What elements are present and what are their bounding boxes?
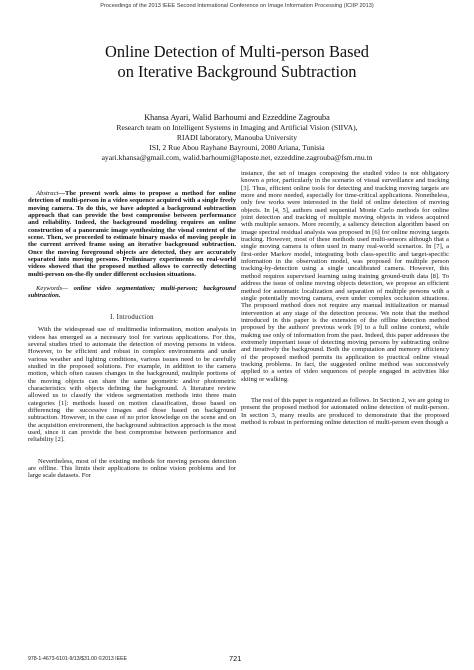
paper-title <box>20 42 454 82</box>
section-heading-introduction: I. Introduction <box>110 313 154 321</box>
keywords <box>28 285 236 300</box>
body-paragraph: Nevertheless, most of the existing methods for moving persons detection are offline. This limits their applications to online vision problems and for large scale datasets. For <box>28 457 236 480</box>
body-paragraph: instance, the set of images composing the studied video is not obligatory known a prior, particularly in the scenario of visual surveillance and tracking [3]. Thus, efficient online tools for detecting and tracking moving targets are more and more needed, especially for time-critical applications. Nonetheless, only few works were interested in the field of online detection of moving objects. In [4, 5], authors used sequential Monte Carlo methods for online joint detection and tracking of multiple moving objects in videos acquired with multiple sensors. More recently, a saliency detection algorithm based on image spectral residual analysis was proposed in [6] for online moving targets tracking. However, most of these methods used multi-sensors although that a single moving camera is often used in many real-world scenarios. In [7], a first-order Markov model, integrating both class-specific and target-specific information in the observation model, was proposed for multiple person tracking-by-detection using a single uncalibrated camera. However, this method requires supervised learning using training ground-truth data [8]. To address the issue of online moving objects detection, we propose an efficient method for automatic localization and separation of multiple persons with a single potentially moving camera, even under complex occlusion situations. The proposed method does not require any manual initialization or manual intervention at any stage of the detection process. We note that the method introduced in this paper is the extension of the offline detection method proposed by the authors' previous work [9] to a full online context, while making use only of information from the past. Indeed, this paper addresses the extremely important issue of detecting moving persons by subtracting online and iteratively the background. Both the computation and memory efficiency of the proposed method permits its application to practical online visual tracking problems. In fact, the suggested online method was successively applied to a series of video sequences of people engaged in activities like skiing or walking. <box>241 170 449 383</box>
title-line-2: on Iterative Background Subtraction <box>117 62 357 81</box>
body-paragraph: With the widespread use of multimedia information, motion analysis in videos has emerged as a necessary tool for various applications. For this, several studies tried to automate the detection of moving persons in videos. However, to be efficient and robust in complex environments and under various weather and lighting conditions, various issues need to be carefully studied in the proposed solutions. For example, in addition to the camera motion, which often causes changes in the background, multiple portions of the moving objects can share the same geometric and/or photometric characteristics with objects defining the background. A literature review allowed us to classify the videos segmentation methods into three main categories [1]: methods based on motion classification, those based on differencing the successive images and those based on background subtraction. However, in the case of no prior knowledge on the scene and on the acquisition environment, the background subtraction approach is the most used, since it can provide the best compromise between performance and reliability [2]. <box>28 326 236 444</box>
author-block <box>20 113 454 163</box>
body-paragraph: The rest of this paper is organized as follows. In Section 2, we are going to present the proposed method for automated online detection of multi-person. In section 3, many results are produced to demonstrate that the proposed method is robust in performing online detection of multi-person even though a <box>241 396 449 426</box>
page-number: 721 <box>229 654 242 663</box>
left-column <box>28 190 236 480</box>
title-line-1: Online Detection of Multi-person Based <box>104 42 369 61</box>
author-names: Khansa Ayari, Walid Barhoumi and Ezzeddine Zagrouba <box>144 113 330 122</box>
affiliation-address: ISI, 2 Rue Abou Rayhane Bayrouni, 2080 Ariana, Tunisia <box>149 143 325 152</box>
right-column <box>241 170 449 426</box>
keywords-text: online video segmentation; multi-person; background subtraction. <box>28 285 236 300</box>
affiliation-line: Research team on Intelligent Systems in Imaging and Artificial Vision (SIIVA), <box>116 123 358 132</box>
copyright-footer: 978-1-4673-6101-9/13/$31.00 ©2013 IEEE <box>28 656 128 662</box>
keywords-label: Keywords— <box>36 285 68 293</box>
proceedings-header: Proceedings of the 2013 IEEE Second International Conference on Image Information Processing (ICIIP 2013) <box>100 3 374 9</box>
abstract-text: —The present work aims to propose a method for online detection of multi-person in a video sequence acquired with a single freely moving camera. To do this, we have adopted a background subtraction approach that can provide the best compromise between performance and reliability. Indeed, the background modeling requires an online construction of a panoramic image synthesizing the visual content of the scene. Then, we proceeded to estimate binary masks of moving people in the current arrived frame using an iterative background subtraction. Once the moving foreground objects are detected, they are accurately separated into moving persons. Preliminary experiments on real-world videos showed that the proposed method allows to correctly detecting multi-person on-the-fly under different occlusion situations. <box>28 190 236 278</box>
abstract-label: Abstract <box>36 190 59 197</box>
abstract <box>28 190 236 278</box>
author-emails: ayari.khansa@gmail.com, walid.barhoumi@laposte.net, ezzeddine.zagrouba@fsm.rnu.tn <box>101 153 373 162</box>
affiliation-line: RIADI laboratory, Manouba University <box>176 133 298 142</box>
